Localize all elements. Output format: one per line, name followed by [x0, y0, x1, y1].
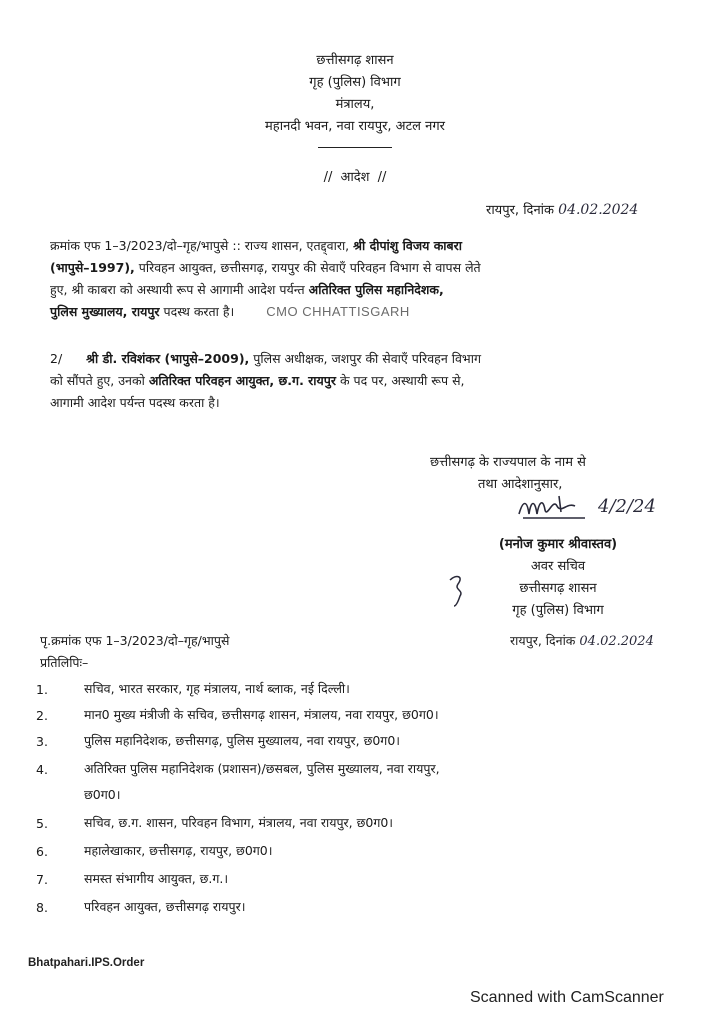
- header-govt: छत्तीसगढ़ शासन: [316, 53, 394, 68]
- endorsement-place: रायपुर, दिनांक: [510, 633, 576, 648]
- signatory-org: छत्तीसगढ़ शासन: [519, 581, 597, 596]
- copy-label: प्रतिलिपिः–: [40, 655, 89, 670]
- list-item: अतिरिक्त पुलिस महानिदेशक (प्रशासन)/छसबल, पुलिस मुख्यालय, नवा रायपुर,: [84, 761, 440, 776]
- sign-line-1: छत्तीसगढ़ के राज्यपाल के नाम से: [430, 455, 586, 470]
- para1-line4: [50, 301, 670, 323]
- handwritten-signature: [515, 492, 595, 526]
- sign-line-2: तथा आदेशानुसार,: [478, 477, 563, 492]
- para2-text: पुलिस अधीक्षक, जशपुर की सेवाएँ परिवहन विभाग: [253, 351, 481, 366]
- list-item-number: 7.: [36, 872, 48, 887]
- list-item: सचिव, छ.ग. शासन, परिवहन विभाग, मंत्रालय, नवा रायपुर, छ0ग0।: [84, 815, 394, 830]
- list-item-number: 1.: [36, 682, 48, 697]
- header-address: महानदी भवन, नवा रायपुर, अटल नगर: [265, 119, 445, 134]
- date-place: रायपुर, दिनांक: [486, 203, 555, 218]
- list-item-number: 6.: [36, 844, 48, 859]
- list-item-number: 3.: [36, 734, 48, 749]
- para2-line2: [50, 370, 670, 392]
- new-post-1-location: पुलिस मुख्यालय, रायपुर: [50, 304, 160, 319]
- officer-name-2: श्री डी. रविशंकर (भापुसे–2009),: [86, 351, 250, 366]
- list-item: महालेखाकार, छत्तीसगढ़, रायपुर, छ0ग0।: [84, 843, 273, 858]
- signatory-designation: अवर सचिव: [530, 559, 586, 574]
- handwritten-date: 04.02.2024: [558, 202, 639, 218]
- signatory-name: (मनोज कुमार श्रीवास्तव): [498, 537, 618, 552]
- paragraph-2: [50, 348, 670, 414]
- list-item: पुलिस महानिदेशक, छत्तीसगढ़, पुलिस मुख्यालय, नवा रायपुर, छ0ग0।: [84, 733, 401, 748]
- initial-mark: [446, 572, 470, 608]
- date-line: [486, 200, 638, 218]
- endorsement-handwritten-date: 04.02.2024: [579, 634, 654, 649]
- para1-text: हुए, श्री काबरा को अस्थायी रूप से आगामी आदेश पर्यन्त: [50, 282, 305, 297]
- list-item-number: 2.: [36, 708, 48, 723]
- header-department: गृह (पुलिस) विभाग: [309, 75, 401, 90]
- list-item: परिवहन आयुक्त, छत्तीसगढ़ रायपुर।: [84, 899, 246, 914]
- signatory-details: [468, 534, 648, 622]
- order-ref-no: क्रमांक एफ 1–3/2023/दो–गृह/भापुसे :: राज्य शासन, एतद्द्वारा,: [50, 238, 350, 253]
- list-item: सचिव, भारत सरकार, गृह मंत्रालय, नार्थ ब्लाक, नई दिल्ली।: [84, 681, 350, 696]
- para1-line3: [50, 279, 670, 301]
- header-divider: [318, 147, 392, 148]
- list-item-number: 8.: [36, 900, 48, 915]
- scanner-label: Scanned with CamScanner: [470, 989, 664, 1006]
- paragraph-1: [50, 235, 670, 323]
- new-post-2: अतिरिक्त परिवहन आयुक्त, छ.ग. रायपुर: [148, 373, 336, 388]
- list-item: मान0 मुख्य मंत्रीजी के सचिव, छत्तीसगढ़ शासन, मंत्रालय, नवा रायपुर, छ0ग0।: [84, 707, 439, 722]
- signatory-dept: गृह (पुलिस) विभाग: [512, 603, 604, 618]
- watermark: CMO CHHATTISGARH: [266, 304, 410, 319]
- para1-line1: [50, 235, 670, 257]
- para1-text: परिवहन आयुक्त, छत्तीसगढ़, रायपुर की सेवाएँ परिवहन विभाग से वापस लेते: [138, 260, 481, 275]
- list-item-continuation: छ0ग0।: [84, 787, 121, 802]
- para1-text: पदस्थ करता है।: [163, 304, 235, 319]
- para2-text: को सौंपते हुए, उनको: [50, 373, 145, 388]
- para2-line3: आगामी आदेश पर्यन्त पदस्थ करता है।: [50, 395, 220, 410]
- source-tag: Bhatpahari.IPS.Order: [28, 957, 145, 969]
- officer-name-1: श्री दीपांशु विजय काबरा: [353, 238, 463, 253]
- new-post-1: अतिरिक्त पुलिस महानिदेशक,: [308, 282, 444, 297]
- para2-number: 2/: [50, 351, 63, 366]
- list-item: समस्त संभागीय आयुक्त, छ.ग.।: [84, 871, 229, 886]
- endorsement-date: [510, 632, 654, 649]
- order-title: // आदेश //: [323, 170, 387, 185]
- endorsement-ref: पृ.क्रमांक एफ 1–3/2023/दो–गृह/भापुसे: [40, 633, 230, 648]
- signature-authority: [430, 452, 586, 496]
- list-item-number: 4.: [36, 762, 48, 777]
- para2-line1: [50, 348, 670, 370]
- officer-batch-1: (भापुसे–1997),: [50, 260, 135, 275]
- para1-line2: [50, 257, 670, 279]
- signature-date: 4/2/24: [598, 496, 656, 517]
- para2-text: के पद पर, अस्थायी रूप से,: [339, 373, 465, 388]
- header-ministry: मंत्रालय,: [335, 97, 375, 112]
- list-item-number: 5.: [36, 816, 48, 831]
